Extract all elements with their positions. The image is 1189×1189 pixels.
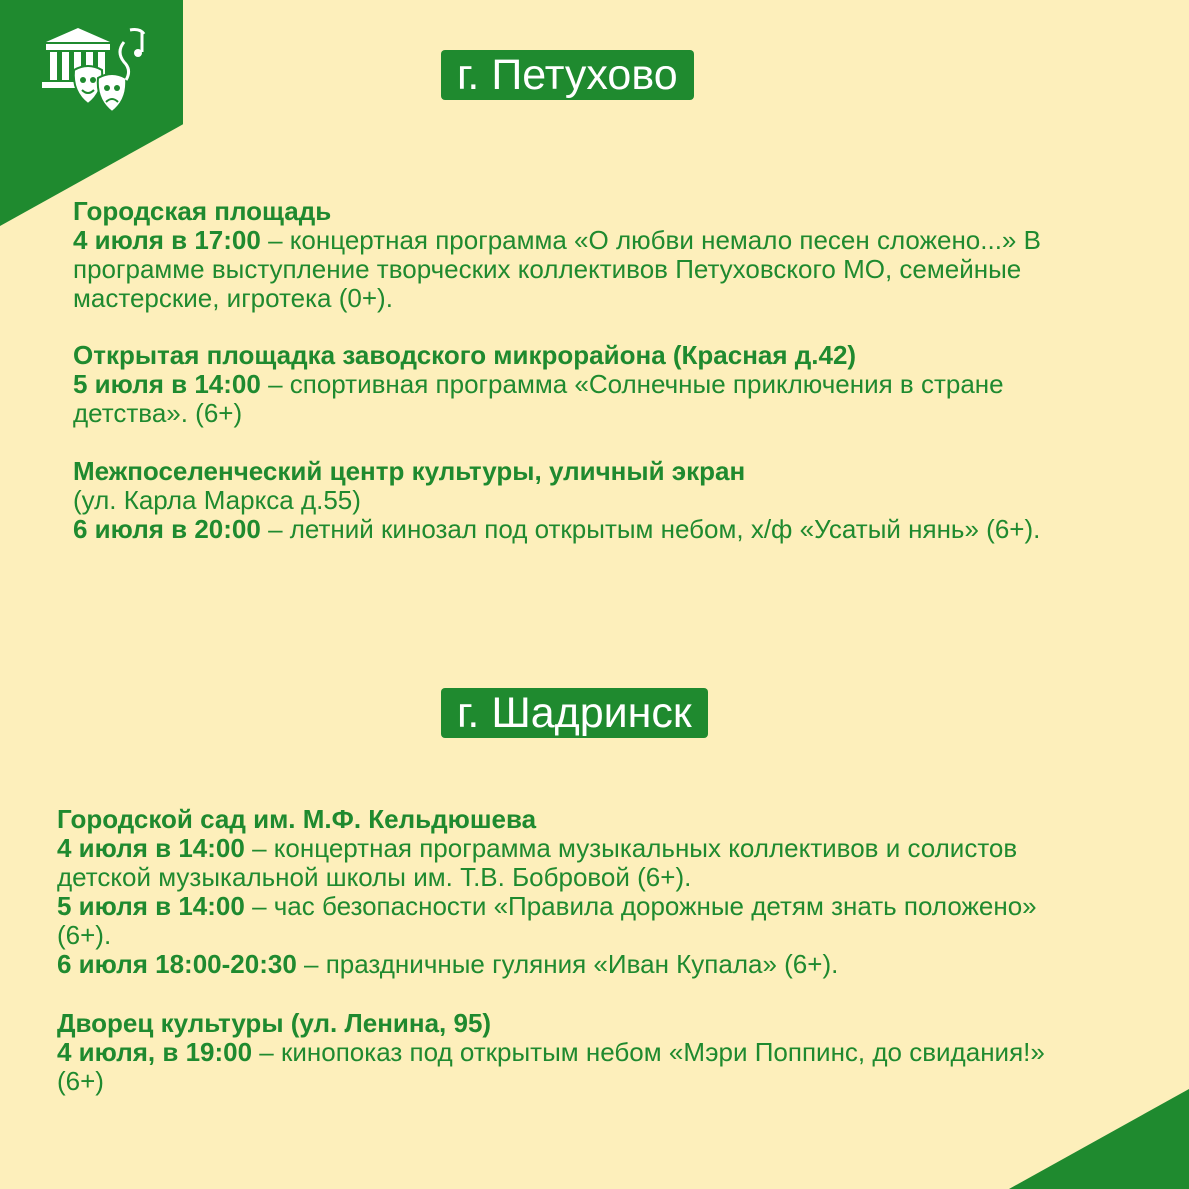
- corner-decoration-bottom-right: [1009, 1089, 1189, 1189]
- event-description: – час безопасности «Правила дорожные детям знать положено» (6+).: [57, 891, 1037, 950]
- venue-title: Городской сад им. М.Ф. Кельдюшева: [57, 804, 537, 834]
- event-item: [57, 834, 1067, 892]
- venue-culture-center: [73, 457, 1073, 544]
- event-date: 4 июля в 17:00: [73, 225, 261, 255]
- venue-title: Городская площадь: [73, 196, 332, 226]
- event-date: 4 июля в 14:00: [57, 833, 245, 863]
- event-item: [73, 515, 1073, 544]
- event-date: 5 июля в 14:00: [57, 891, 245, 921]
- event-description: – концертная программа «О любви немало песен сложено...» В программе выступление творческих коллективов Петуховского МО, семейные мастерские, игротека (0+).: [73, 225, 1041, 313]
- event-item: [73, 370, 1073, 428]
- event-description: – спортивная программа «Солнечные приключения в стране детства». (6+): [73, 369, 1004, 428]
- event-date: 6 июля 18:00-20:30: [57, 949, 297, 979]
- event-item: [57, 1038, 1067, 1096]
- event-date: 4 июля, в 19:00: [57, 1037, 253, 1067]
- venue-city-square: [73, 197, 1073, 313]
- venue-city-garden: [57, 805, 1067, 979]
- event-description: – кинопоказ под открытым небом «Мэри Поппинс, до свидания!» (6+): [57, 1037, 1045, 1096]
- city-title-petukhovo: г. Петухово: [441, 50, 694, 100]
- event-date: 5 июля в 14:00: [73, 369, 261, 399]
- city-title-shadrinsk: г. Шадринск: [441, 688, 708, 738]
- venue-address: (ул. Карла Маркса д.55): [73, 485, 361, 515]
- event-item: [57, 950, 1067, 979]
- event-description: – концертная программа музыкальных коллективов и солистов детской музыкальной школы им. Т.В. Бобровой (6+).: [57, 833, 1018, 892]
- venue-palace-of-culture: [57, 1009, 1067, 1096]
- venue-open-area-factory: [73, 341, 1073, 428]
- event-description: – праздничные гуляния «Иван Купала» (6+).: [296, 949, 839, 979]
- event-item: [73, 226, 1073, 313]
- event-date: 6 июля в 20:00: [73, 514, 261, 544]
- event-description: – летний кинозал под открытым небом, х/ф «Усатый нянь» (6+).: [260, 514, 1041, 544]
- venue-title: Дворец культуры (ул. Ленина, 95): [57, 1008, 492, 1038]
- theatre-masks-music-logo-icon: [38, 22, 158, 122]
- venue-title: Межпоселенческий центр культуры, уличный экран: [73, 456, 746, 486]
- venue-title: Открытая площадка заводского микрорайона (Красная д.42): [73, 340, 857, 370]
- event-item: [57, 892, 1067, 950]
